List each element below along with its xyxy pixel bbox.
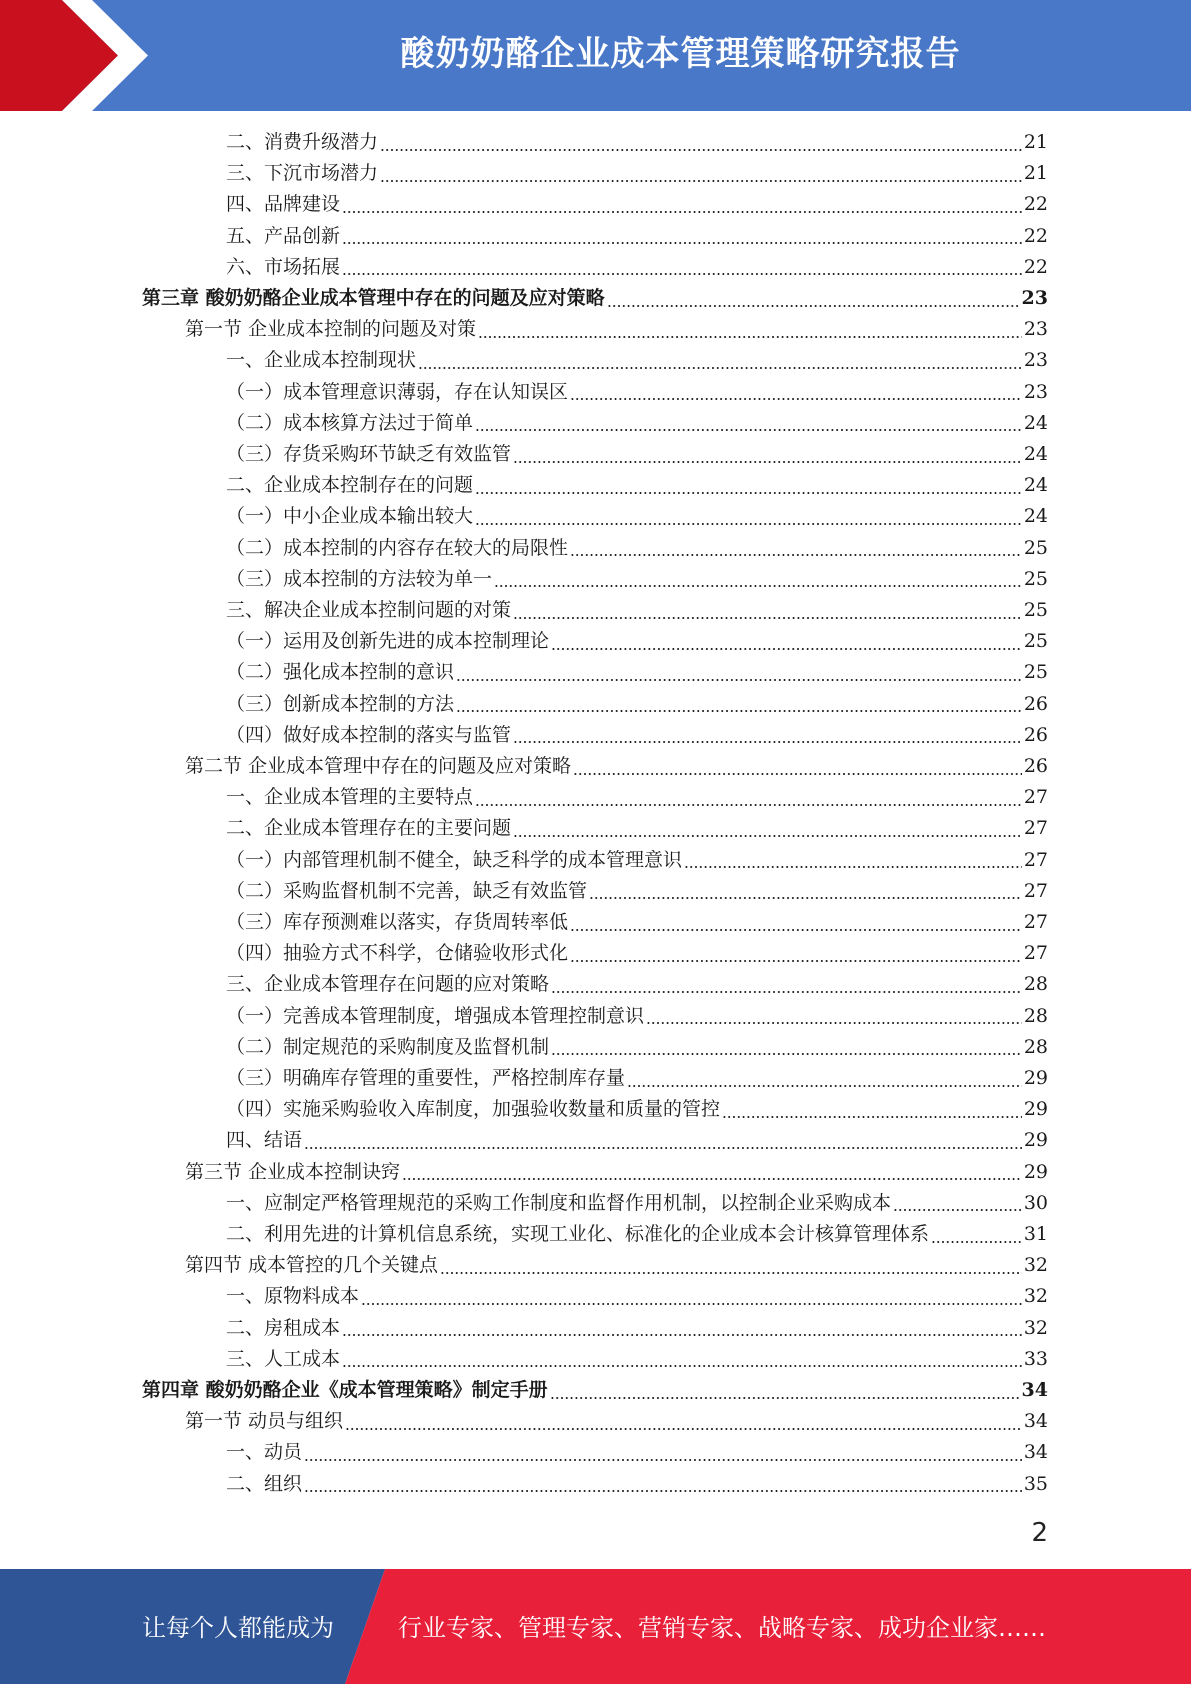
toc-item[interactable] [226,626,1048,657]
dot-leader [494,585,1022,587]
toc-entry-label: （四）做好成本控制的落实与监管 [226,723,512,746]
toc-item[interactable] [226,595,1048,626]
toc-chapter[interactable] [142,283,1048,314]
dot-leader [478,336,1022,338]
toc-entry-label: （三）成本控制的方法较为单一 [226,567,493,590]
toc-entry-label: 二、组织 [226,1472,303,1495]
toc-entry-label: 四、结语 [226,1129,303,1152]
dot-leader [627,1085,1022,1087]
toc-entry-label: （二）成本核算方法过于简单 [226,411,474,434]
toc-entry-page: 25 [1023,599,1048,621]
toc-item[interactable] [226,689,1048,720]
toc-entry-label: （一）成本管理意识薄弱，存在认知误区 [226,380,569,403]
toc-entry-page: 32 [1023,1316,1048,1339]
toc-entry-label: 一、应制定严格管理规范的采购工作制度和监督作用机制，以控制企业采购成本 [226,1191,892,1214]
toc-item[interactable] [226,845,1048,876]
toc-entry-page: 21 [1023,162,1048,185]
toc-entry-label: 第四章 酸奶奶酪企业《成本管理策略》制定手册 [142,1379,548,1401]
header-arrow-icon [0,0,160,111]
toc-entry-page: 25 [1023,661,1048,684]
dot-leader [342,1365,1022,1367]
toc-chapter[interactable] [142,1375,1048,1406]
toc-item[interactable] [226,221,1048,252]
toc-entry-page: 24 [1023,505,1048,528]
dot-leader [513,461,1022,463]
toc-entry-page: 28 [1023,1035,1048,1058]
toc-entry-label: 一、动员 [226,1441,303,1464]
toc-entry-page: 34 [1023,1441,1048,1464]
toc-entry-page: 25 [1023,567,1048,590]
dot-leader [722,1116,1022,1118]
dot-leader [573,773,1022,775]
toc-entry-label: （四）抽验方式不科学，仓储验收形式化 [226,942,569,965]
toc-item[interactable] [226,252,1048,283]
dot-leader [380,149,1022,151]
toc-item[interactable] [226,1188,1048,1219]
dot-leader [570,554,1022,556]
dot-leader [550,1397,1020,1399]
dot-leader [513,741,1022,743]
toc-entry-label: 六、市场拓展 [226,255,341,278]
toc-entry-page: 25 [1023,630,1048,653]
toc-item[interactable] [226,1063,1048,1094]
toc-entry-label: （三）库存预测难以落实，存货周转率低 [226,911,569,933]
toc-entry-page: 24 [1023,443,1048,465]
toc-entry-label: （一）运用及创新先进的成本控制理论 [226,630,550,653]
toc-entry-page: 27 [1023,817,1048,840]
toc-entry-label: 四、品牌建设 [226,193,341,216]
toc-entry-label: 一、企业成本控制现状 [226,349,417,372]
toc-item[interactable] [226,470,1048,501]
toc-entry-page: 28 [1023,973,1048,996]
dot-leader [304,1147,1022,1149]
dot-leader [402,1178,1022,1180]
toc-section[interactable] [185,314,1048,345]
dot-leader [440,1272,1022,1274]
dot-leader [513,835,1022,837]
dot-leader [304,1490,1022,1492]
toc-entry-label: 一、原物料成本 [226,1285,360,1308]
toc-entry-page: 22 [1023,255,1048,278]
toc-entry-label: 二、企业成本控制存在的问题 [226,474,474,497]
toc-item[interactable] [226,533,1048,564]
dot-leader [646,1022,1022,1024]
toc-section[interactable] [185,1250,1048,1281]
toc-entry-label: （一）完善成本管理制度，增强成本管理控制意识 [226,1004,645,1027]
toc-entry-label: （三）创新成本控制的方法 [226,692,455,715]
toc-entry-label: 五、产品创新 [226,224,341,247]
toc-entry-page: 22 [1023,193,1048,216]
toc-entry-page: 29 [1023,1160,1048,1183]
toc-entry-page: 23 [1023,318,1048,341]
toc-entry-page: 31 [1023,1223,1048,1245]
footer-slogan-left: 让每个人都能成为 [142,1614,334,1642]
toc-item[interactable] [226,782,1048,813]
toc-entry-label: 三、下沉市场潜力 [226,162,379,185]
toc-item[interactable] [226,158,1048,189]
toc-entry-label: 二、企业成本管理存在的主要问题 [226,817,512,840]
toc-item[interactable] [226,564,1048,595]
toc-item[interactable] [226,127,1048,158]
toc-item[interactable] [226,1094,1048,1125]
toc-entry-page: 27 [1023,942,1048,965]
toc-item[interactable] [226,1344,1048,1375]
page-header [0,0,1191,111]
dot-leader [570,960,1022,962]
toc-section[interactable] [185,1157,1048,1188]
dot-leader [551,991,1022,993]
toc-entry-page: 27 [1023,786,1048,809]
toc-section[interactable] [185,751,1048,782]
toc-item[interactable] [226,876,1048,907]
toc-item[interactable] [226,1125,1048,1156]
dot-leader [475,492,1022,494]
dot-leader [342,211,1022,213]
toc-item[interactable] [226,408,1048,439]
toc-entry-page: 28 [1023,1004,1048,1027]
dot-leader [380,180,1022,182]
toc-entry-page: 27 [1023,848,1048,871]
toc-item[interactable] [226,1219,1048,1250]
toc-entry-label: 一、企业成本管理的主要特点 [226,786,474,809]
toc-entry-page: 35 [1023,1472,1048,1495]
toc-entry-page: 29 [1023,1098,1048,1121]
toc-entry-page: 23 [1021,287,1048,309]
toc-entry-label: （一）内部管理机制不健全，缺乏科学的成本管理意识 [226,848,683,871]
toc-item[interactable] [226,377,1048,408]
toc-entry-page: 22 [1023,224,1048,247]
dot-leader [589,897,1022,899]
toc-entry-page: 24 [1023,411,1048,434]
toc-entry-label: 第三节 企业成本控制诀窍 [185,1160,401,1183]
toc-section[interactable] [185,1406,1048,1437]
toc-item[interactable] [226,1281,1048,1312]
dot-leader [456,710,1022,712]
dot-leader [361,1303,1022,1305]
toc-entry-label: （二）制定规范的采购制度及监督机制 [226,1035,550,1058]
dot-leader [684,866,1022,868]
dot-leader [475,429,1022,431]
toc-item[interactable] [226,813,1048,844]
dot-leader [475,804,1022,806]
toc-entry-label: 第三章 酸奶奶酪企业成本管理中存在的问题及应对策略 [142,287,605,309]
toc-entry-page: 23 [1023,380,1048,403]
toc-entry-label: 二、消费升级潜力 [226,131,379,153]
toc-item[interactable] [226,1313,1048,1344]
toc-entry-page: 21 [1023,131,1048,153]
dot-leader [418,367,1022,369]
toc-entry-page: 29 [1023,1067,1048,1089]
toc-entry-label: 二、利用先进的计算机信息系统，实现工业化、标准化的企业成本会计核算管理体系 [226,1223,930,1245]
toc-entry-page: 26 [1023,723,1048,746]
toc-entry-label: （四）实施采购验收入库制度，加强验收数量和质量的管控 [226,1098,721,1121]
toc-entry-page: 32 [1023,1254,1048,1277]
toc-entry-page: 33 [1023,1347,1048,1370]
dot-leader [570,398,1022,400]
dot-leader [551,1053,1022,1055]
toc-entry-page: 26 [1023,692,1048,715]
dot-leader [345,1428,1022,1430]
toc-item[interactable] [226,501,1048,532]
toc-entry-page: 30 [1023,1191,1048,1214]
toc-item[interactable] [226,1469,1048,1500]
toc-entry-label: 二、房租成本 [226,1316,341,1339]
page-number: 2 [1031,1518,1048,1548]
toc-entry-label: 三、人工成本 [226,1347,341,1370]
toc-item[interactable] [226,720,1048,751]
toc-item[interactable] [226,189,1048,220]
dot-leader [607,305,1020,307]
toc-entry-label: （三）存货采购环节缺乏有效监管 [226,443,512,465]
dot-leader [304,1459,1022,1461]
dot-leader [456,679,1022,681]
dot-leader [342,242,1022,244]
toc-entry-label: 第一节 动员与组织 [185,1410,344,1433]
toc-item[interactable] [226,969,1048,1000]
dot-leader [342,1334,1022,1336]
toc-entry-label: 第二节 企业成本管理中存在的问题及应对策略 [185,755,572,777]
toc-item[interactable] [226,345,1048,376]
toc-entry-label: （二）成本控制的内容存在较大的局限性 [226,536,569,559]
toc-item[interactable] [226,1032,1048,1063]
toc-item[interactable] [226,1001,1048,1032]
toc-entry-page: 25 [1023,536,1048,559]
toc-entry-page: 34 [1023,1410,1048,1433]
toc-entry-page: 24 [1023,474,1048,497]
toc-entry-label: （二）强化成本控制的意识 [226,661,455,684]
toc-entry-label: （三）明确库存管理的重要性，严格控制库存量 [226,1067,626,1089]
document-title: 酸奶奶酪企业成本管理策略研究报告 [400,34,961,74]
toc-entry-label: 第一节 企业成本控制的问题及对策 [185,318,477,341]
toc-entry-label: 三、解决企业成本控制问题的对策 [226,599,512,621]
toc-item[interactable] [226,938,1048,969]
dot-leader [513,617,1022,619]
toc-entry-label: （一）中小企业成本输出较大 [226,505,474,528]
toc-entry-page: 32 [1023,1285,1048,1308]
dot-leader [893,1209,1022,1211]
page-footer [0,1569,1191,1684]
toc-entry-label: （二）采购监督机制不完善，缺乏有效监管 [226,879,588,902]
toc-entry-page: 29 [1023,1129,1048,1152]
toc-entry-page: 26 [1023,755,1048,777]
dot-leader [570,929,1022,931]
toc-entry-page: 27 [1023,879,1048,902]
toc-entry-page: 34 [1021,1379,1048,1401]
toc-item[interactable] [226,439,1048,470]
dot-leader [475,523,1022,525]
toc-entry-page: 27 [1023,911,1048,933]
dot-leader [931,1241,1022,1243]
dot-leader [342,273,1022,275]
dot-leader [551,648,1022,650]
toc-entry-label: 三、企业成本管理存在问题的应对策略 [226,973,550,996]
toc-item[interactable] [226,1437,1048,1468]
toc-entry-page: 23 [1023,349,1048,372]
toc-item[interactable] [226,657,1048,688]
toc-entry-label: 第四节 成本管控的几个关键点 [185,1254,439,1277]
toc-item[interactable] [226,907,1048,938]
footer-slogan-right: 行业专家、管理专家、营销专家、战略专家、成功企业家…… [398,1614,1046,1642]
